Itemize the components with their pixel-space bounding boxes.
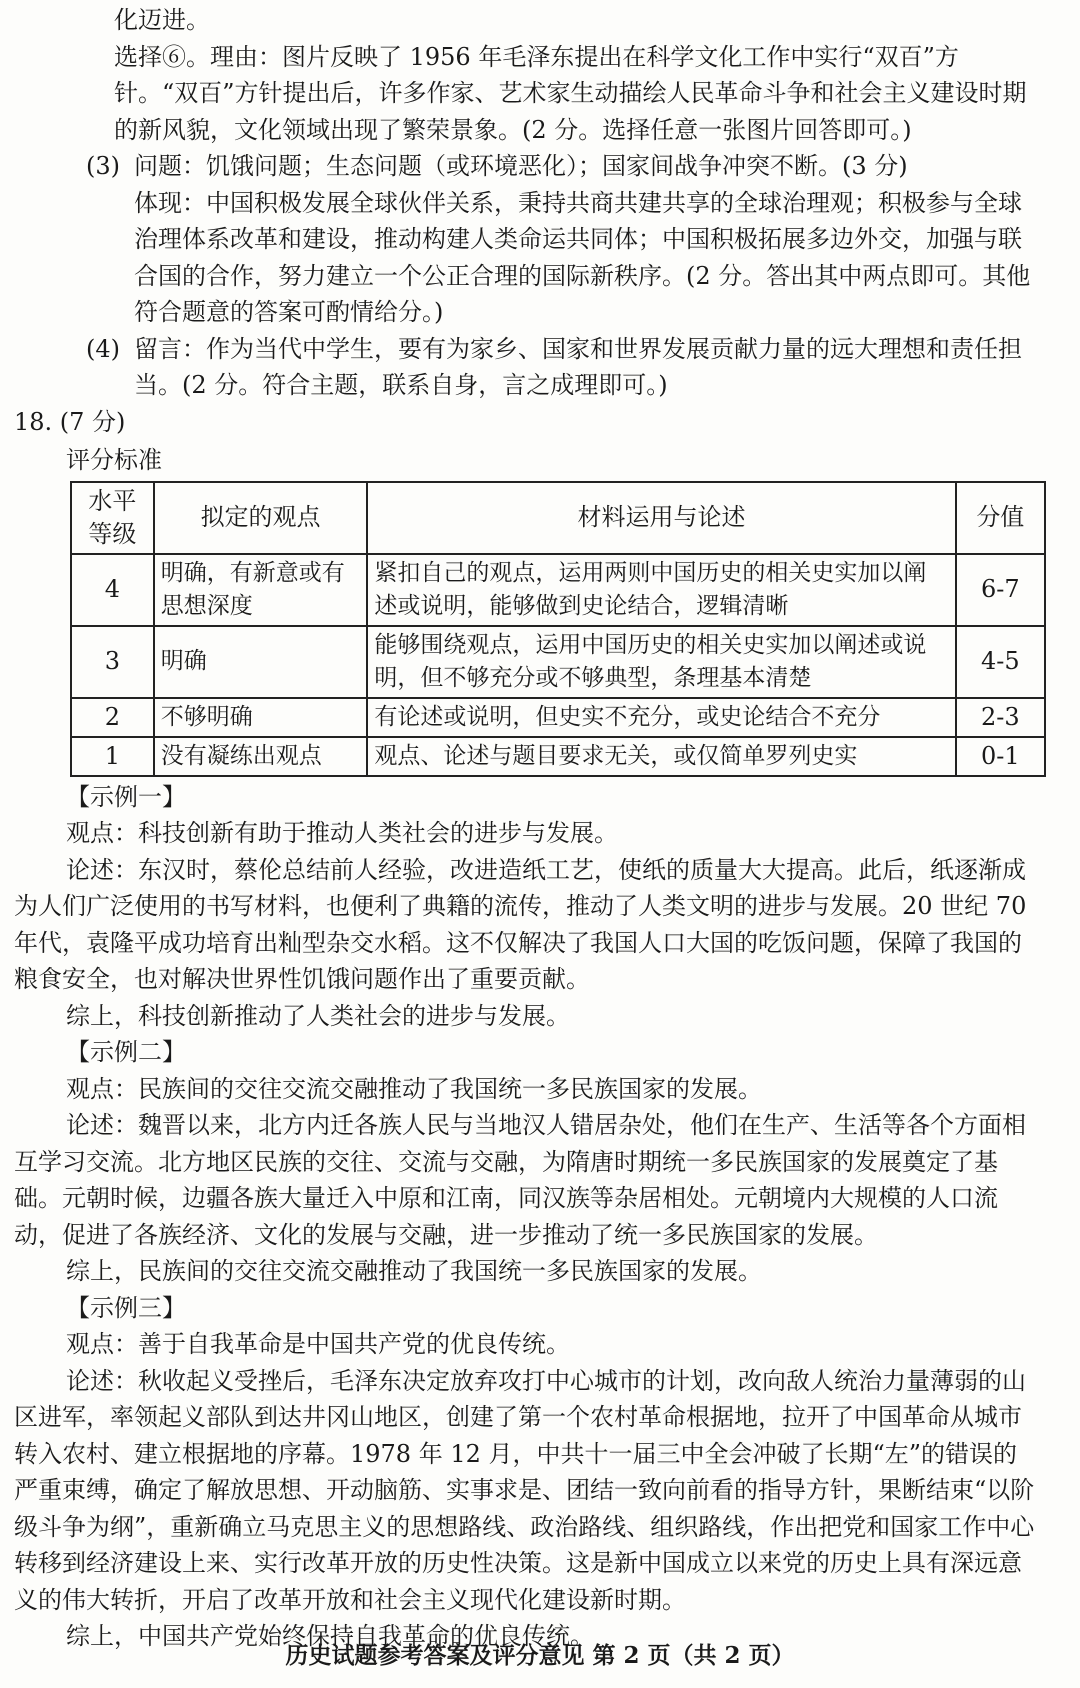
view-cell: 明确，有新意或有思想深度 — [154, 554, 368, 626]
example-1-heading: 【示例一】 — [66, 782, 186, 811]
view-cell: 没有凝练出观点 — [154, 737, 368, 776]
question-3 — [14, 148, 1040, 331]
example-1-view: 观点：科技创新有助于推动人类社会的进步与发展。 — [66, 819, 618, 847]
view-cell: 不够明确 — [154, 698, 368, 737]
material-cell: 能够围绕观点，运用中国历史的相关史实加以阐述或说明，但不够充分或不够典型，条理基本清楚 — [367, 626, 955, 698]
example-3-view: 观点：善于自我革命是中国共产党的优良传统。 — [66, 1330, 570, 1358]
choice-six-reason: 选择⑥。理由：图片反映了 1956 年毛泽东提出在科学文化工作中实行“双百”方针。“双百”方针提出后，许多作家、艺术家生动描绘人民革命斗争和社会主义建设时期的新风貌，文化领域出现了繁荣景象。(2 分。选择任意一张图片回答即可。) — [114, 42, 1027, 144]
example-1-summary: 综上，科技创新推动了人类社会的进步与发展。 — [66, 1001, 570, 1030]
example-1-argument: 论述：东汉时，蔡伦总结前人经验，改进造纸工艺，使纸的质量大大提高。此后，纸逐渐成为人们广泛使用的书写材料，也便利了典籍的流传，推动了人类文明的进步与发展。20 世纪 70 年代，袁隆平成功培育出籼型杂交水稻。这不仅解决了我国人口大国的吃饭问题，保障了我国的粮食安全，也对解决世界性饥饿问题作出了重要贡献。 — [14, 855, 1027, 993]
example-2-heading: 【示例二】 — [66, 1038, 186, 1066]
example-2-argument: 论述：魏晋以来，北方内迁各族人民与当地汉人错居杂处，他们在生产、生活等各个方面相互学习交流。北方地区民族的交往、交流与交融，为隋唐时期统一多民族国家的发展奠定了基础。元朝时候，边疆各族大量迁入中原和江南，同汉族等杂居相处。元朝境内大规模的人口流动，促进了各族经济、文化的发展与交融，进一步推动了统一多民族国家的发展。 — [14, 1111, 1026, 1249]
example-3-argument: 论述：秋收起义受挫后，毛泽东决定放弃攻打中心城市的计划，改向敌人统治力量薄弱的山区进军，率领起义部队到达井冈山地区，创建了第一个农村革命根据地，拉开了中国革命从城市转入农村、建立根据地的序幕。1978 年 12 月，中共十一届三中全会冲破了长期“左”的错误的严重束缚，确定了解放思想、开动脑筋、实事求是、团结一致向前看的指导方针，果断结束“以阶级斗争为纲”，重新确立马克思主义的思想路线、政治路线、组织路线，作出把党和国家工作中心转移到经济建设上来、实行改革开放的历史性决策。这是新中国成立以来党的历史上具有深远意义的伟大转折，开启了改革开放和社会主义现代化建设新时期。 — [14, 1366, 1035, 1614]
table-row — [71, 698, 1045, 737]
question-3-number: (3) — [86, 152, 120, 180]
table-header-row — [71, 482, 1045, 554]
table-row — [71, 626, 1045, 698]
material-cell: 紧扣自己的观点，运用两则中国历史的相关史实加以阐述或说明，能够做到史论结合，逻辑清晰 — [367, 554, 955, 626]
table-row — [71, 554, 1045, 626]
score-cell: 6-7 — [956, 554, 1045, 626]
question-4 — [14, 331, 1040, 404]
scoring-table — [70, 481, 1046, 777]
example-2-summary: 综上，民族间的交往交流交融推动了我国统一多民族国家的发展。 — [66, 1257, 762, 1285]
material-cell: 有论述或说明，但史实不充分，或史论结合不充分 — [367, 698, 955, 737]
score-cell: 2-3 — [956, 698, 1045, 737]
table-row — [71, 737, 1045, 776]
material-cell: 观点、论述与题目要求无关，或仅简单罗列史实 — [367, 737, 955, 776]
example-3-heading: 【示例三】 — [66, 1293, 186, 1322]
page-footer: 历史试题参考答案及评分意见 第 2 页（共 2 页） — [285, 1642, 795, 1669]
question-18-title: 18. (7 分) — [14, 407, 126, 436]
example-2-view: 观点：民族间的交往交流交融推动了我国统一多民族国家的发展。 — [66, 1074, 762, 1103]
header-score: 分值 — [956, 482, 1045, 554]
question-3-body: 体现：中国积极发展全球伙伴关系，秉持共商共建共享的全球治理观；积极参与全球治理体系改革和建设，推动构建人类命运共同体；中国积极拓展多边外交，加强与联合国的合作，努力建立一个公正合理的国际新秩序。(2 分。答出其中两点即可。其他符合题意的答案可酌情给分。) — [134, 188, 1031, 326]
view-cell: 明确 — [154, 626, 368, 698]
example-3-summary: 综上，中国共产党始终保持自我革命的优良传统。 — [66, 1622, 594, 1650]
level-cell: 2 — [71, 698, 154, 737]
question-3-problem: 问题：饥饿问题；生态问题（或环境恶化）；国家间战争冲突不断。(3 分) — [134, 152, 908, 180]
score-cell: 4-5 — [956, 626, 1045, 698]
header-material: 材料运用与论述 — [367, 482, 955, 554]
level-cell: 1 — [71, 737, 154, 776]
question-4-body: 留言：作为当代中学生，要有为家乡、国家和世界发展贡献力量的远大理想和责任担当。(2 分。符合主题，联系自身，言之成理即可。) — [134, 334, 1022, 399]
level-cell: 3 — [71, 626, 154, 698]
header-level: 水平等级 — [71, 482, 154, 554]
question-4-number: (4) — [86, 334, 120, 363]
continued-text: 化迈进。 — [114, 6, 210, 34]
score-cell: 0-1 — [956, 737, 1045, 776]
header-view: 拟定的观点 — [154, 482, 368, 554]
level-cell: 4 — [71, 554, 154, 626]
scoring-standard-heading: 评分标准 — [66, 446, 162, 474]
